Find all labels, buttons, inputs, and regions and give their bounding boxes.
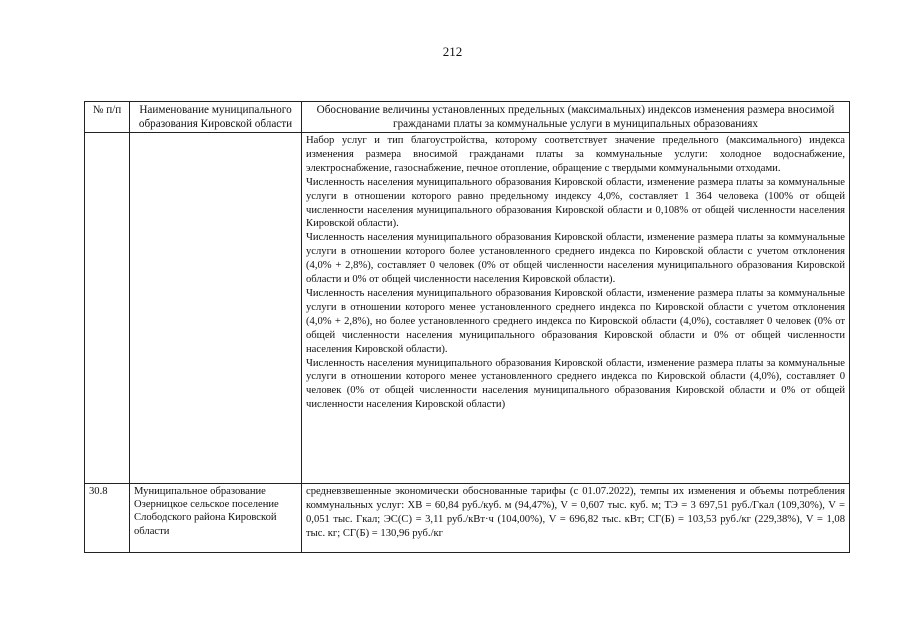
row-name [130,133,302,484]
indices-table [84,101,850,553]
table-row [85,484,850,553]
row-basis [302,484,850,553]
row-num: 30.8 [85,484,130,553]
basis-paragraph: Численность населения муниципального образования Кировской области, изменение размера платы за коммунальные услуги в отношении которого менее установленного среднего индекса по Кировской области с учетом отклонения (4,0% + 2,8%), но более установленного среднего индекса по Кировской области (4,0%), составляет 0 человек (0% от общей численности населения муниципального образования Кировской области и 0% от общей численности населения Кировской области). [306,287,845,355]
header-name: Наименование муниципального образования Кировской области [130,102,302,133]
basis-paragraph: Набор услуг и тип благоустройства, которому соответствует значение предельного (максимального) индекса изменения размера вносимой гражданами платы за коммунальные услуги: холодное водоснабжение, электроснабжение, газоснабжение, печное отопление, обращение с твердыми коммунальными отходами. [306,135,845,174]
page-number: 212 [442,44,463,59]
basis-paragraph: средневзвешенные экономически обоснованные тарифы (с 01.07.2022), темпы их изменения и объемы потребления коммунальных услуг: ХВ = 60,84 руб./куб. м (94,47%), V = 0,607 тыс. куб. м; ТЭ = 3 697,51 руб./Гкал (109,30%), V = 0,051 тыс. Гкал; ЭС(С) = 3,11 руб./кВт·ч (104,00%), V = 696,82 тыс. кВт; СГ(Б) = 103,53 руб./кг (229,38%), V = 1,08 тыс. кг; СГ(Б) = 130,96 руб./кг [306,486,845,539]
table-header-row [85,102,850,133]
basis-paragraph: Численность населения муниципального образования Кировской области, изменение размера платы за коммунальные услуги в отношении которого более установленного среднего индекса по Кировской области с учетом отклонения (4,0% + 2,8%), составляет 0 человек (0% от общей численности населения муниципального образования Кировской области и 0% от общей численности населения Кировской области). [306,232,845,286]
header-num: № п/п [85,102,130,133]
row-name: Муниципальное образование Озерницкое сельское поселение Слободского района Кировской области [130,484,302,553]
table-row [85,133,850,484]
header-basis: Обоснование величины установленных предельных (максимальных) индексов изменения размера вносимой гражданами платы за коммунальные услуги в муниципальных образованиях [302,102,850,133]
basis-paragraph: Численность населения муниципального образования Кировской области, изменение размера платы за коммунальные услуги в отношении которого равно предельному индексу 4,0%, составляет 1 364 человека (100% от общей численности населения муниципального образования Кировской области и 0,108% от общей численности населения Кировской области). [306,176,845,230]
row-basis [302,133,850,484]
row-num [85,133,130,484]
basis-paragraph: Численность населения муниципального образования Кировской области, изменение размера платы за коммунальные услуги в отношении которого менее установленного среднего индекса по Кировской области (4,0%), составляет 0 человек (0% от общей численности населения муниципального образования Кировской области и 0% от общей численности населения Кировской области) [306,357,845,411]
